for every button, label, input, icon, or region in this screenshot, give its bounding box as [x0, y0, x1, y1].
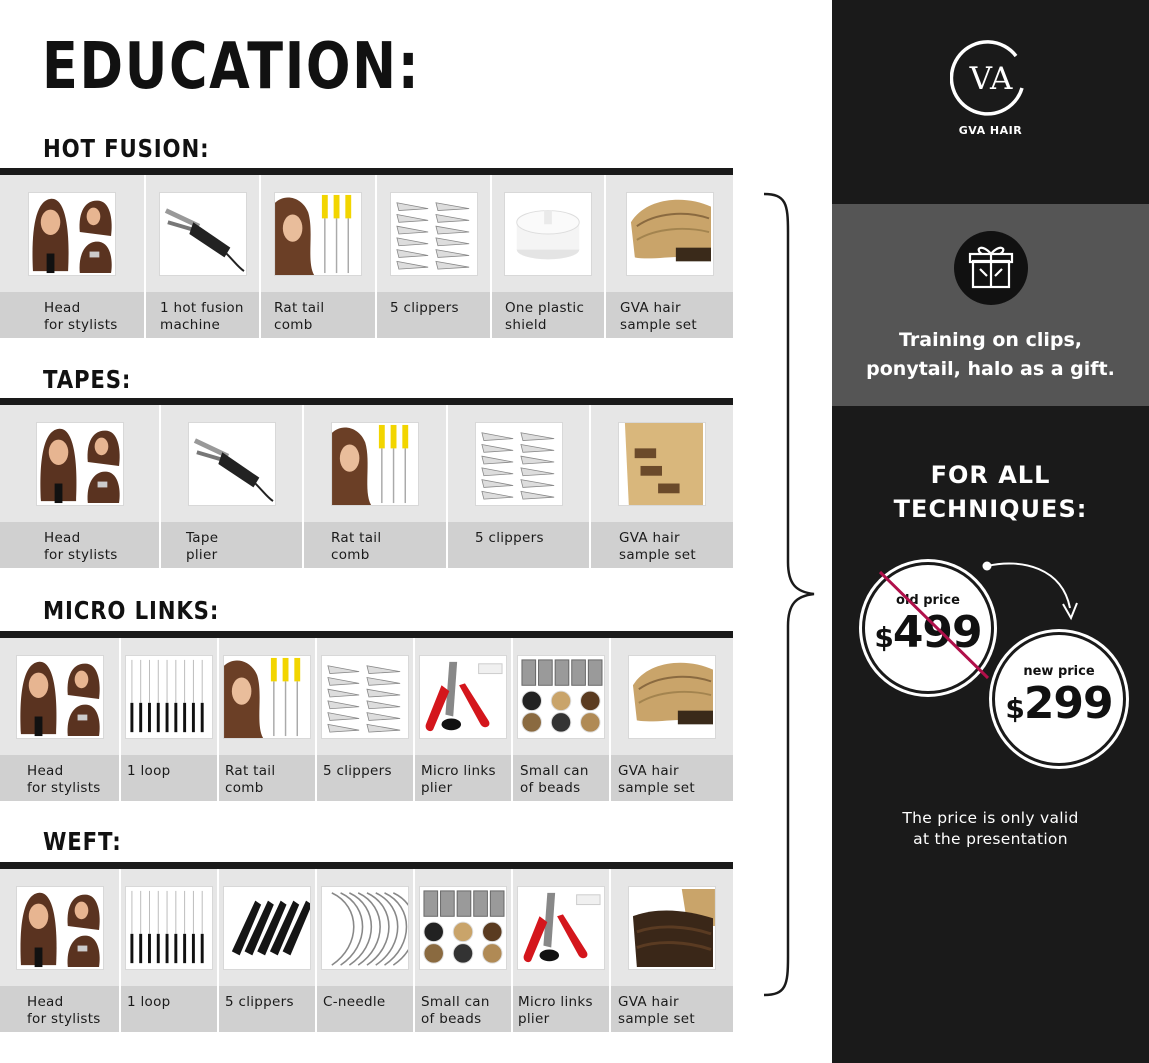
kit-item-label: GVA hair sample set	[591, 522, 733, 568]
rat-tail-comb-image	[223, 655, 311, 739]
kit-strip-hot-fusion	[0, 168, 733, 338]
new-price-badge	[992, 632, 1126, 766]
clippers-image	[475, 422, 563, 506]
loop-tools-image	[125, 886, 213, 970]
black-clips-image	[223, 886, 311, 970]
kit-item-image-area	[611, 869, 733, 986]
kit-item	[513, 638, 611, 801]
kit-item	[317, 638, 415, 801]
mannequin-head-image	[16, 655, 104, 739]
gva-logo-icon	[950, 36, 1032, 118]
kit-item	[513, 869, 611, 1032]
c-needle-image	[321, 886, 409, 970]
kit-item-image-area	[219, 869, 315, 986]
kit-item	[0, 638, 121, 801]
kit-item	[219, 638, 317, 801]
kit-item-label: Head for stylists	[0, 522, 159, 568]
hair-sample-image	[626, 192, 714, 276]
kit-item-image-area	[591, 405, 733, 522]
kit-item-image-area	[492, 175, 604, 292]
kit-item	[121, 869, 219, 1032]
kit-item-image-area	[121, 869, 217, 986]
kit-item	[304, 405, 448, 568]
kit-item-image-area	[415, 869, 511, 986]
beads-can-image	[517, 655, 605, 739]
pricing-sidebar	[832, 0, 1149, 1063]
kit-item	[591, 405, 733, 568]
arrow-icon	[982, 558, 1082, 628]
clippers-image	[390, 192, 478, 276]
old-price-value: $499	[874, 607, 982, 658]
kit-item-label: Tape plier	[161, 522, 302, 568]
new-price-caption: new price	[1023, 664, 1095, 679]
kit-item-image-area	[219, 638, 315, 755]
tape-plier-image	[188, 422, 276, 506]
kit-item-image-area	[611, 638, 733, 755]
hair-sample-image	[628, 655, 716, 739]
mannequin-head-image	[28, 192, 116, 276]
kit-item-label: Micro links plier	[513, 986, 609, 1032]
kit-item-label: 1 hot fusion machine	[146, 292, 259, 338]
kit-item	[415, 869, 513, 1032]
micro-links-plier-image	[517, 886, 605, 970]
kit-item-label: Small can of beads	[415, 986, 511, 1032]
new-price-value: $299	[1005, 678, 1113, 729]
kit-item	[0, 869, 121, 1032]
kit-strip-tapes	[0, 398, 733, 568]
clippers-image	[321, 655, 409, 739]
kit-item	[492, 175, 606, 338]
gift-panel	[832, 204, 1149, 406]
rat-tail-comb-image	[274, 192, 362, 276]
kit-item-label: 1 loop	[121, 986, 217, 1032]
kit-item-label: One plastic shield	[492, 292, 604, 338]
kit-item	[0, 175, 146, 338]
section-title-tapes: TAPES:	[43, 365, 132, 394]
plastic-shield-image	[504, 192, 592, 276]
curly-bracket-icon	[760, 192, 820, 997]
kit-item-label: 5 clippers	[377, 292, 490, 338]
kit-item-image-area	[161, 405, 302, 522]
kit-item-image-area	[304, 405, 446, 522]
kit-item-image-area	[0, 175, 144, 292]
page-title: EDUCATION:	[42, 30, 421, 104]
gift-box-icon	[952, 229, 1030, 307]
kit-item	[161, 405, 304, 568]
kit-strip-weft	[0, 862, 733, 1032]
kit-item-label: GVA hair sample set	[611, 755, 733, 801]
kit-item-image-area	[377, 175, 490, 292]
gift-training-text: Training on clips, ponytail, halo as a gift.	[866, 329, 1115, 380]
kit-item-image-area	[448, 405, 589, 522]
price-validity-note: The price is only valid at the presentation	[902, 809, 1079, 848]
rat-tail-comb-image	[331, 422, 419, 506]
weft-hair-sample-image	[628, 886, 716, 970]
kit-item	[317, 869, 415, 1032]
loop-tools-image	[125, 655, 213, 739]
kit-item	[611, 638, 733, 801]
kit-item-image-area	[317, 869, 413, 986]
kit-item	[146, 175, 261, 338]
mannequin-head-image	[36, 422, 124, 506]
kit-item	[448, 405, 591, 568]
kit-item-label: Rat tail comb	[219, 755, 315, 801]
kit-item-label: Micro links plier	[415, 755, 511, 801]
micro-links-plier-image	[419, 655, 507, 739]
kit-item-label: Rat tail comb	[304, 522, 446, 568]
section-title-micro-links: MICRO LINKS:	[43, 596, 220, 625]
kit-item-image-area	[606, 175, 733, 292]
kit-item-image-area	[121, 638, 217, 755]
kit-item-image-area	[513, 638, 609, 755]
kit-item-image-area	[513, 869, 609, 986]
kit-item	[0, 405, 161, 568]
kit-item-image-area	[0, 405, 159, 522]
kit-item-label: 1 loop	[121, 755, 217, 801]
strikethrough-line-icon	[876, 568, 996, 688]
kit-strip-micro-links	[0, 631, 733, 801]
kit-item	[606, 175, 733, 338]
kit-item-label: Rat tail comb	[261, 292, 375, 338]
kit-item-image-area	[0, 638, 119, 755]
fusion-machine-image	[159, 192, 247, 276]
kit-item	[121, 638, 219, 801]
kit-item	[377, 175, 492, 338]
kit-item-label: GVA hair sample set	[611, 986, 733, 1032]
old-price-caption: old price	[896, 593, 960, 608]
kit-item	[219, 869, 317, 1032]
kit-item-label: 5 clippers	[317, 755, 413, 801]
kit-item-label: Head for stylists	[0, 755, 119, 801]
kit-item	[261, 175, 377, 338]
kit-item	[415, 638, 513, 801]
section-title-hot-fusion: HOT FUSION:	[43, 134, 210, 163]
beads-can-image	[419, 886, 507, 970]
kit-item-label: Head for stylists	[0, 986, 119, 1032]
kit-item-image-area	[0, 869, 119, 986]
kit-item-label: C-needle	[317, 986, 413, 1032]
techniques-heading: FOR ALL TECHNIQUES:	[893, 461, 1088, 523]
kit-item-label: Small can of beads	[513, 755, 609, 801]
kit-item-image-area	[261, 175, 375, 292]
kit-item-label: 5 clippers	[219, 986, 315, 1032]
kit-item-label: GVA hair sample set	[606, 292, 733, 338]
kit-item-image-area	[317, 638, 413, 755]
mannequin-head-image	[16, 886, 104, 970]
tape-hair-sample-image	[618, 422, 706, 506]
kit-item-label: 5 clippers	[448, 522, 589, 568]
kit-item	[611, 869, 733, 1032]
section-title-weft: WEFT:	[43, 827, 122, 856]
kit-item-image-area	[415, 638, 511, 755]
brand-name: GVA HAIR	[958, 124, 1023, 137]
kit-item-label: Head for stylists	[0, 292, 144, 338]
svg-text:VA: VA	[969, 61, 1013, 97]
kit-item-image-area	[146, 175, 259, 292]
